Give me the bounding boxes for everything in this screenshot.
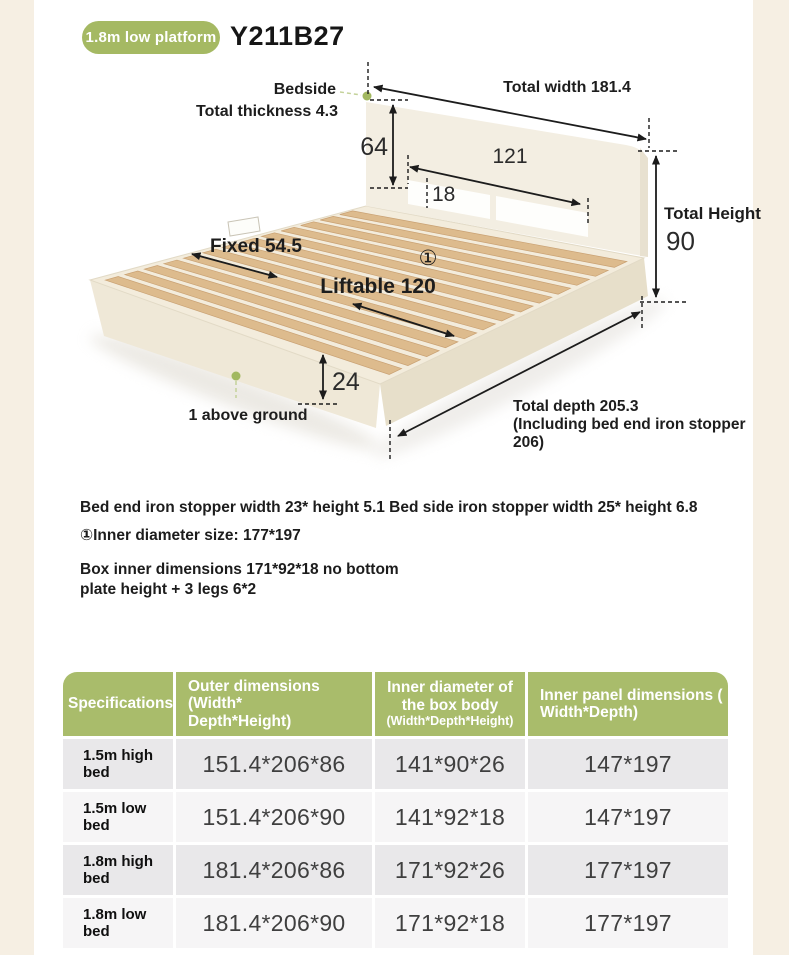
liftable-depth-label: Liftable 120 — [320, 275, 436, 298]
column-header-text: Outer dimensions (Width* — [188, 677, 320, 713]
spec-value: 151.4*206*86 — [176, 739, 372, 789]
column-header-subtext: (Width*Depth*Height) — [386, 714, 514, 728]
bedside-leader-line — [340, 92, 361, 95]
fixed-depth-label: Fixed 54.5 — [210, 236, 302, 257]
spec-value: 177*197 — [528, 898, 728, 948]
column-header-inner-panel — [528, 672, 728, 736]
total-height-label: Total Height — [664, 204, 761, 223]
spec-row-label: 1.5m high bed — [63, 739, 173, 789]
column-header-specifications — [63, 672, 173, 736]
column-header-text: Depth*Height) — [188, 712, 292, 730]
column-header-text: the box body — [401, 696, 499, 714]
spec-value: 171*92*26 — [375, 845, 525, 895]
model-number: Y211B27 — [230, 21, 345, 51]
spec-value: 171*92*18 — [375, 898, 525, 948]
column-header-text: Specifications — [68, 695, 174, 713]
note-box-inner-line1: Box inner dimensions 171*92*18 no bottom — [80, 561, 399, 578]
spec-value: 177*197 — [528, 845, 728, 895]
note-inner-diameter: ①Inner diameter size: 177*197 — [80, 527, 301, 544]
spec-value: 181.4*206*86 — [176, 845, 372, 895]
total-depth-line1: Total depth 205.3 — [513, 398, 639, 415]
note-box-inner-line2: plate height + 3 legs 6*2 — [80, 581, 257, 598]
spec-row-label: 1.8m low bed — [63, 898, 173, 948]
column-header-text: Inner diameter of — [387, 679, 513, 696]
column-header-text: Width*Depth) — [540, 704, 639, 721]
column-header-text: Inner panel dimensions ( — [540, 686, 723, 704]
note-iron-stopper: Bed end iron stopper width 23* height 5.1 Bed side iron stopper width 25* height 6.8 — [80, 499, 698, 516]
bedside-label: Bedside — [273, 81, 336, 98]
note-box-inner-dimensions — [80, 560, 700, 600]
headboard-edge — [640, 148, 648, 257]
slot-height-value: 18 — [432, 183, 456, 206]
total-width-label: Total width 181.4 — [503, 79, 631, 96]
hinge-tag — [228, 217, 260, 236]
bed-dimension-diagram — [0, 0, 789, 470]
bedside-marker-dot — [363, 92, 372, 101]
ground-marker-dot — [232, 372, 241, 381]
column-header-inner-diameter — [375, 672, 525, 736]
size-badge-label: 1.8m low platform — [85, 29, 217, 46]
spec-value: 147*197 — [528, 792, 728, 842]
inner-diameter-marker: ① — [418, 247, 438, 270]
spec-row-label: 1.8m high bed — [63, 845, 173, 895]
spec-value: 141*92*18 — [375, 792, 525, 842]
total-thickness-label: Total thickness 4.3 — [196, 103, 338, 120]
base-height-value: 24 — [332, 368, 360, 396]
total-depth-line3: 206) — [513, 434, 545, 451]
spec-value: 151.4*206*90 — [176, 792, 372, 842]
column-header-outer-dimensions — [176, 672, 372, 736]
spec-value: 147*197 — [528, 739, 728, 789]
total-depth-line2: (Including bed end iron stopper — [513, 416, 746, 433]
above-ground-label: 1 above ground — [188, 407, 308, 424]
headboard-height-value: 64 — [360, 133, 388, 161]
spec-row-label: 1.5m low bed — [63, 792, 173, 842]
spec-value: 141*90*26 — [375, 739, 525, 789]
spec-table — [63, 672, 728, 948]
spec-value: 181.4*206*90 — [176, 898, 372, 948]
panel-width-value: 121 — [492, 145, 528, 168]
total-height-value: 90 — [666, 226, 695, 256]
